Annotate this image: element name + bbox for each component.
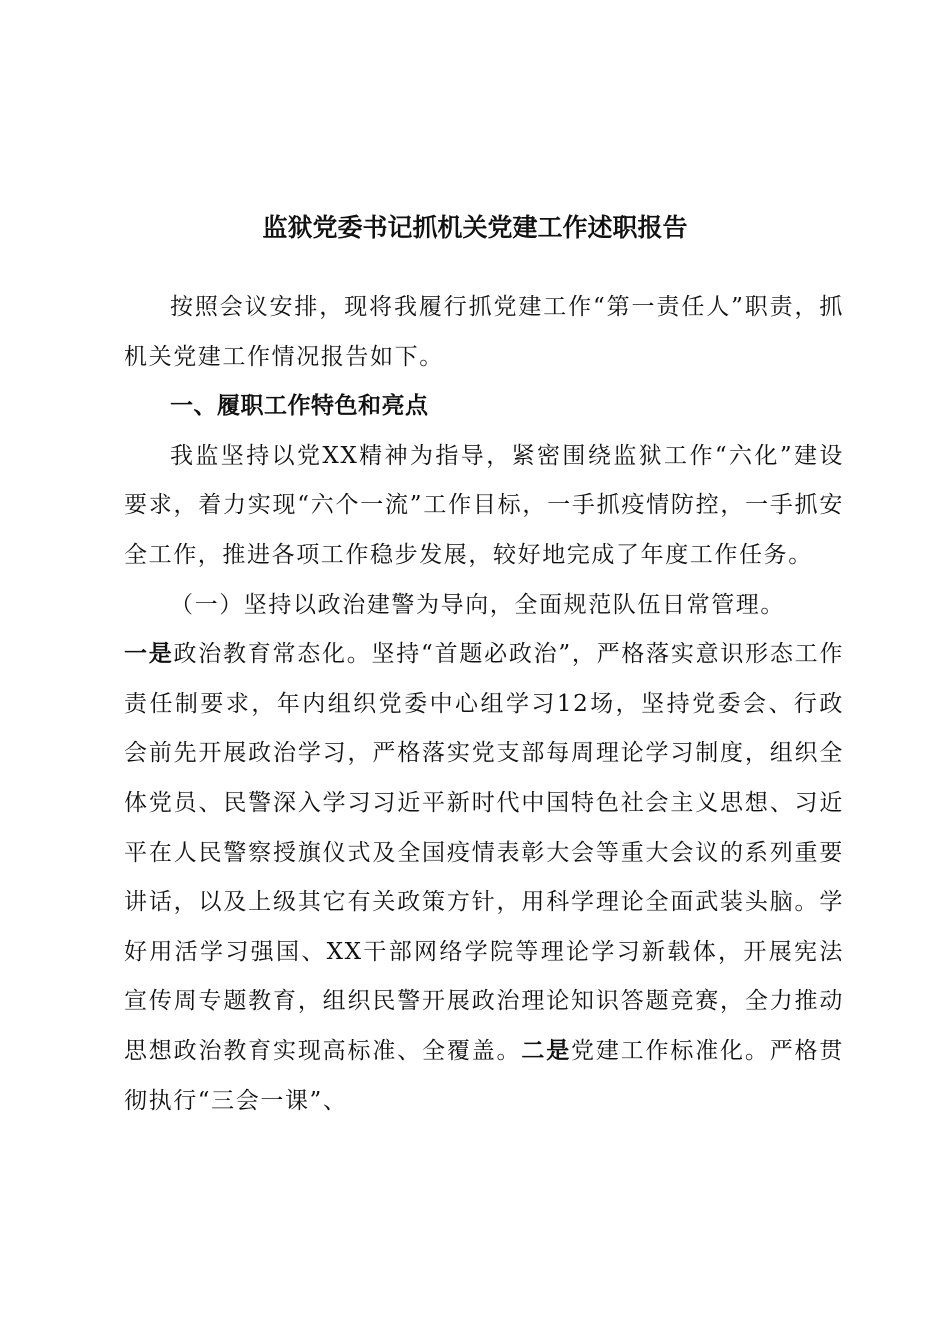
point-2-lead: 二是 [521, 1037, 572, 1064]
subsection-1-heading: （一）坚持以政治建警为导向，全面规范队伍日常管理。 [170, 591, 785, 618]
section-1-heading: 一、履职工作特色和亮点 [170, 393, 429, 420]
point-2-text: 党建工作标准化。严格贯彻执行“三会一课”、 [124, 1037, 844, 1114]
section-1-paragraph: 我监坚持以党XX精神为指导，紧密围绕监狱工作“六化”建设要求，着力实现“六个一流”工作目标，一手抓疫情防控，一手抓安全工作，推进各项工作稳步发展，较好地完成了年度工作任务。 [124, 442, 844, 568]
subsection-1-paragraph [124, 630, 844, 1126]
intro-paragraph: 按照会议安排，现将我履行抓党建工作“第一责任人”职责，抓机关党建工作情况报告如下。 [124, 294, 844, 370]
point-1-lead: 一是 [124, 641, 174, 668]
document-title: 监狱党委书记抓机关党建工作述职报告 [262, 213, 688, 242]
point-1-text: 政治教育常态化。坚持“首题必政治”，严格落实意识形态工作责任制要求，年内组织党委中心组学习12场，坚持党委会、行政会前先开展政治学习，严格落实党支部每周理论学习制度，组织全体党员、民警深入学习习近平新时代中国特色社会主义思想、习近平在人民警察授旗仪式及全国疫情表彰大会等重大会议的系列重要讲话，以及上级其它有关政策方针，用科学理论全面武装头脑。学好用活学习强国、XX干部网络学院等理论学习新载体，开展宪法宣传周专题教育，组织民警开展政治理论知识答题竞赛，全力推动思想政治教育实现高标准、全覆盖。 [124, 641, 844, 1064]
document-body [124, 283, 844, 1126]
